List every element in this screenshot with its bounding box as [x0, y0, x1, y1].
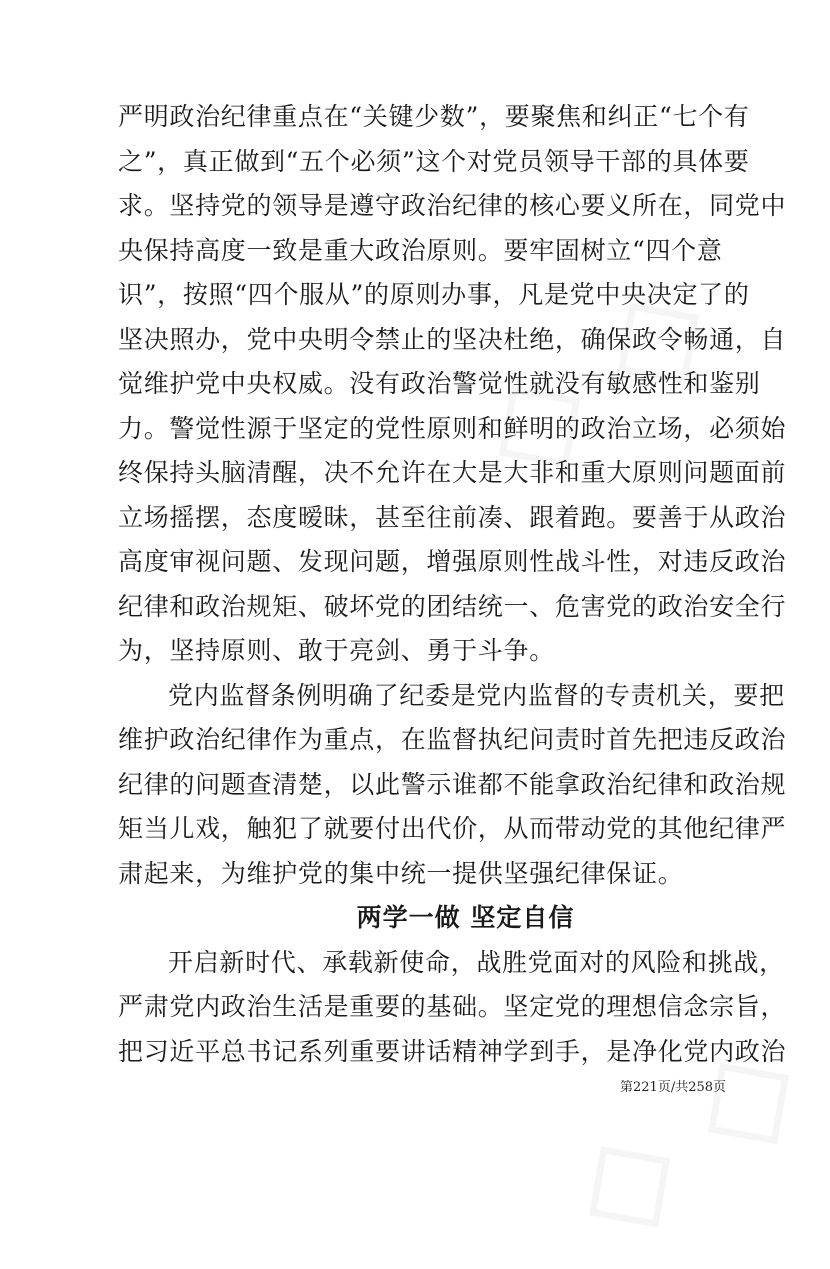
page-number: 第221页/共258页 — [620, 1080, 727, 1095]
text-line: 央保持高度一致是重大政治原则。要牢固树立“四个意 — [118, 235, 723, 265]
text-line: 坚决照办，党中央明令禁止的坚决杜绝，确保政令畅通，自 — [118, 324, 787, 354]
text-line: 觉维护党中央权威。没有政治警觉性就没有敏感性和鉴别 — [118, 369, 761, 398]
text-line: 党内监督条例明确了纪委是党内监督的专责机关，要把 — [168, 680, 785, 710]
text-line: 力。警觉性源于坚定的党性原则和鲜明的政治立场，必须始 — [118, 413, 787, 443]
text-line: 终保持头脑清醒，决不允许在大是大非和重大原则问题面前 — [118, 458, 787, 487]
text-line: 严肃党内政治生活是重要的基础。坚定党的理想信念宗旨， — [118, 992, 787, 1021]
text-line: 纪律的问题查清楚，以此警示谁都不能拿政治纪律和政治规 — [118, 769, 787, 799]
text-line: 矩当儿戏，触犯了就要付出代价，从而带动党的其他纪律严 — [118, 814, 787, 843]
text-line: 求。坚持党的领导是遵守政治纪律的核心要义所在，同党中 — [118, 191, 787, 220]
text-line: 把习近平总书记系列重要讲话精神学到手，是净化党内政治 — [118, 1036, 787, 1066]
text-line: 肃起来，为维护党的集中统一提供坚强纪律保证。 — [118, 858, 684, 888]
text-line: 严明政治纪律重点在“关键少数”，要聚焦和纠正“七个有 — [118, 102, 750, 131]
text-line: 开启新时代、承载新使命，战胜党面对的风险和挑战， — [168, 947, 785, 977]
text-line: 纪律和政治规矩、破坏党的团结统一、危害党的政治安全行 — [118, 591, 787, 621]
text-line: 维护政治纪律作为重点，在监督执纪问责时首先把违反政治 — [118, 725, 787, 754]
paragraph-2 — [118, 674, 787, 897]
document-body — [118, 95, 787, 1074]
text-line: 为，坚持原则、敢于亮剑、勇于斗争。 — [118, 636, 555, 665]
text-line: 立场摇摆，态度暧昧，甚至往前凑、跟着跑。要善于从政治 — [118, 502, 787, 532]
paragraph-3 — [118, 941, 787, 1075]
text-line: 之”，真正做到“五个必须”这个对党员领导干部的具体要 — [118, 146, 750, 176]
paragraph-1 — [118, 95, 787, 674]
text-line: 识”，按照“四个服从”的原则办事，凡是党中央决定了的 — [118, 280, 750, 309]
section-heading: 两学一做 坚定自信 — [356, 903, 575, 932]
text-line: 高度审视问题、发现问题，增强原则性战斗性，对违反政治 — [118, 547, 787, 576]
